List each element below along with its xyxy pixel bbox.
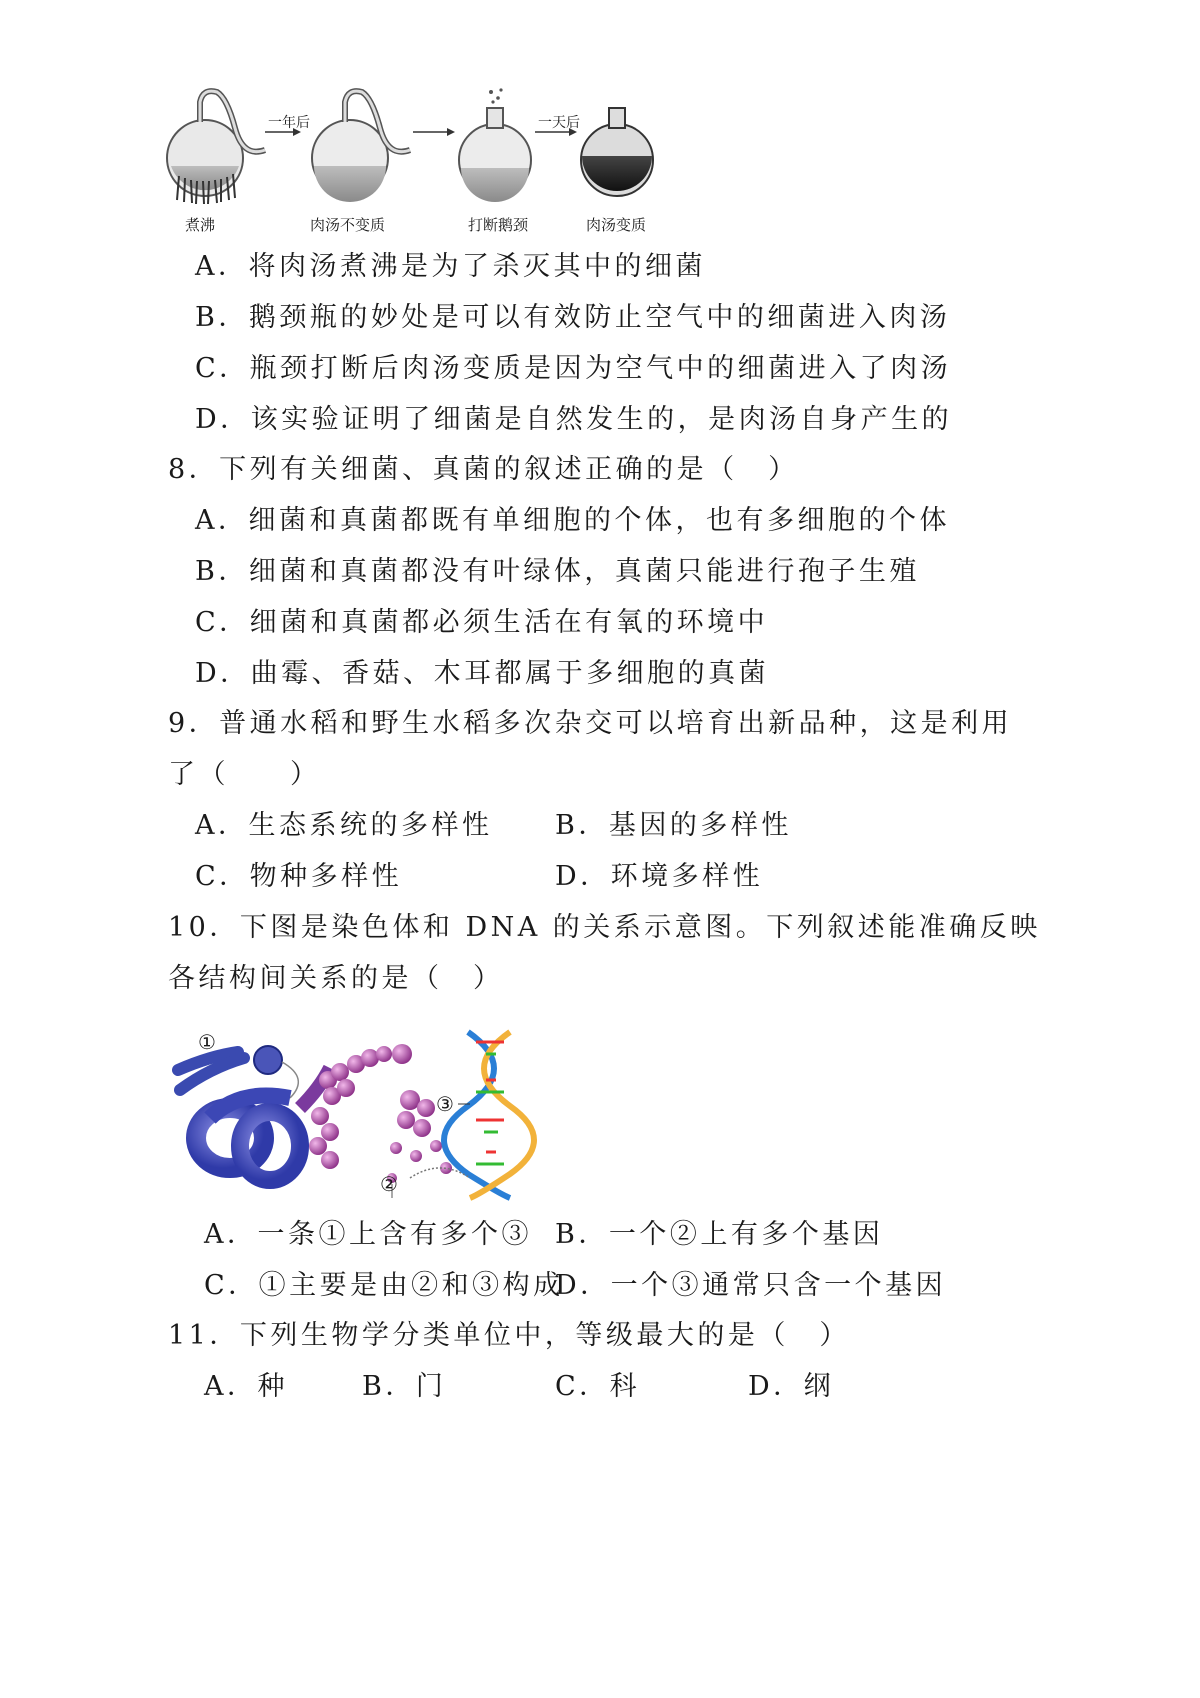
q11-option-b[interactable]: B．门 [362, 1371, 447, 1402]
chromosome-dna-drawing [170, 1028, 530, 1198]
label-unspoiled: 肉汤不变质 [310, 216, 386, 234]
label-boiling: 煮沸 [185, 216, 216, 234]
q10-option-c[interactable]: C．①主要是由②和③构成 [204, 1270, 564, 1301]
q8-option-b[interactable]: B．细菌和真菌都没有叶绿体，真菌只能进行孢子生殖 [195, 556, 920, 587]
q9-stem-line1: 9．普通水稻和野生水稻多次杂交可以培育出新品种，这是利用 [168, 708, 1013, 739]
air-particles-icon [489, 88, 503, 103]
q11-option-a[interactable]: A．种 [204, 1371, 288, 1402]
q8-option-c[interactable]: C．细菌和真菌都必须生活在有氧的环境中 [195, 607, 769, 638]
flask-unspoiled [312, 91, 410, 202]
q9-stem-line2: 了（ ） [168, 759, 321, 790]
q10-option-d[interactable]: D．一个③通常只含一个基因 [555, 1270, 947, 1301]
q11-stem: 11．下列生物学分类单位中，等级最大的是（ ） [168, 1320, 850, 1351]
marker-3: ③ [436, 1092, 454, 1116]
q10-option-a[interactable]: A．一条①上含有多个③ [204, 1219, 532, 1250]
q9-option-c[interactable]: C．物种多样性 [195, 861, 403, 892]
q10-stem-line2: 各结构间关系的是（ ） [168, 963, 504, 994]
q11-option-d[interactable]: D．纲 [748, 1371, 835, 1402]
q10-stem-line1: 10．下图是染色体和 DNA 的关系示意图。下列叙述能准确反映 [168, 912, 1041, 943]
flask-neck-broken [459, 88, 531, 202]
q8-stem: 8．下列有关细菌、真菌的叙述正确的是（ ） [168, 454, 799, 485]
q7-option-a[interactable]: A．将肉汤煮沸是为了杀灭其中的细菌 [195, 251, 706, 282]
flask-spoiled [581, 108, 653, 196]
q9-option-b[interactable]: B．基因的多样性 [555, 810, 792, 841]
q11-option-c[interactable]: C．科 [555, 1371, 641, 1402]
q7-option-d[interactable]: D．该实验证明了细菌是自然发生的，是肉汤自身产生的 [195, 404, 953, 435]
q8-option-d[interactable]: D．曲霉、香菇、木耳都属于多细胞的真菌 [195, 658, 770, 689]
q10-option-b[interactable]: B．一个②上有多个基因 [555, 1219, 884, 1250]
q7-option-c[interactable]: C．瓶颈打断后肉汤变质是因为空气中的细菌进入了肉汤 [195, 353, 952, 384]
q7-option-b[interactable]: B．鹅颈瓶的妙处是可以有效防止空气中的细菌进入肉汤 [195, 302, 951, 333]
label-spoiled: 肉汤变质 [586, 216, 647, 234]
flask-boiling [167, 91, 265, 204]
marker-2: ② [380, 1172, 398, 1196]
marker-1: ① [198, 1030, 216, 1054]
coiled-chromatin-icon [196, 1068, 330, 1180]
q8-option-a[interactable]: A．细菌和真菌都既有单细胞的个体，也有多细胞的个体 [195, 505, 950, 536]
arrow-plain [413, 128, 455, 136]
q9-option-a[interactable]: A．生态系统的多样性 [195, 810, 493, 841]
q9-option-d[interactable]: D．环境多样性 [555, 861, 764, 892]
arrow-label-one-day: 一天后 [538, 115, 580, 131]
label-neck-broken: 打断鹅颈 [468, 216, 529, 234]
arrow-label-one-year: 一年后 [268, 115, 310, 131]
